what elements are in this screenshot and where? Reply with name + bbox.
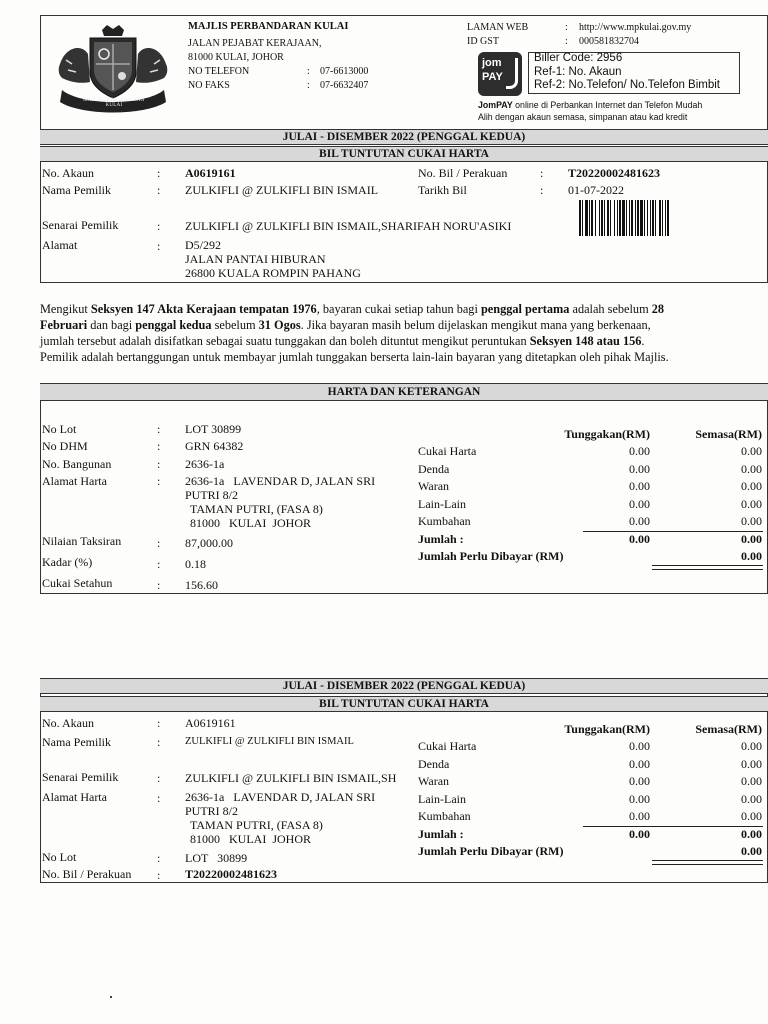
barcode-bar [659, 200, 661, 236]
bill-date-label: Tarikh Bil [418, 183, 467, 197]
notice-line1 [40, 301, 664, 317]
lot-label: No Lot [42, 422, 77, 436]
address-line2: JALAN PANTAI HIBURAN [185, 252, 326, 266]
fax-label: NO FAKS [188, 80, 230, 91]
slip-owners-list-colon: : [157, 771, 161, 785]
notice-text8: . [641, 334, 645, 348]
notice-text2: , bayaran cukai setiap tahun bagi [316, 302, 481, 316]
notice-bold-28: 28 [651, 302, 665, 316]
bill-no-label: No. Bil / Perakuan [418, 166, 508, 180]
charge-current: 0.00 [741, 496, 762, 511]
charge-current: 0.00 [741, 514, 762, 528]
slip-address-line1: 2636-1a LAVENDAR D, JALAN SRI [185, 790, 376, 804]
owners-list-value: ZULKIFLI @ ZULKIFLI BIN ISMAIL,SHARIFAH NORU'ASIKI [185, 219, 512, 233]
slip-address-line2: PUTRI 8/2 [185, 804, 239, 818]
total-current: 0.00 [741, 531, 762, 546]
slip-charge-current: 0.00 [741, 774, 762, 788]
slip-charge-arrears: 0.00 [629, 774, 650, 788]
address-line3: 26800 KUALA ROMPIN PAHANG [185, 266, 361, 280]
valuation-colon: : [157, 536, 161, 550]
barcode-bar [595, 200, 596, 236]
current-column-header: Semasa(RM) [695, 427, 762, 441]
slip-owners-list-value: ZULKIFLI @ ZULKIFLI BIN ISMAIL,SH [185, 771, 397, 785]
charge-arrears: 0.00 [629, 514, 650, 528]
jompay-note-line2: Alih dengan akaun semasa, simpanan atau kad kredit [478, 112, 688, 122]
notice-line3 [40, 333, 645, 349]
barcode-bar [644, 200, 645, 236]
dhm-value: GRN 64382 [185, 439, 244, 453]
notice-text7: jumlah tersebut adalah disifatkan sebagai suatu tunggakan dan boleh dituntut mengikut peruntukan [40, 334, 530, 348]
gst-colon: : [565, 36, 568, 47]
gst-value: 000581832704 [579, 36, 639, 47]
biller-ref2: Ref-2: No.Telefon/ No.Telefon Bimbit [534, 79, 721, 91]
council-name: MAJLIS PERBANDARAN KULAI [188, 21, 349, 32]
slip-bill-no-colon: : [157, 868, 161, 882]
barcode-bar [667, 200, 669, 236]
slip-account-value: A0619161 [185, 716, 236, 730]
property-address-colon: : [157, 474, 161, 488]
property-address-line3: TAMAN PUTRI, (FASA 8) [190, 502, 323, 516]
slip-payable-rule [652, 860, 763, 865]
slip-lot-colon: : [157, 851, 161, 865]
barcode-bar [665, 200, 666, 236]
slip-owner-value: ZULKIFLI @ ZULKIFLI BIN ISMAIL [185, 736, 354, 747]
slip-charge-arrears: 0.00 [629, 809, 650, 823]
charge-label: Waran [418, 479, 450, 493]
website-label: LAMAN WEB [467, 22, 529, 33]
charge-label: Lain-Lain [418, 496, 466, 511]
slip-address-line3: TAMAN PUTRI, (FASA 8) [190, 818, 323, 832]
slip-account-label: No. Akaun [42, 716, 94, 730]
address-line1: D5/292 [185, 238, 221, 252]
scan-speck [110, 996, 112, 998]
slip-charge-arrears: 0.00 [629, 791, 650, 806]
dhm-label: No DHM [42, 439, 88, 453]
notice-text5: sebelum [211, 318, 259, 332]
address-label: Alamat [42, 238, 78, 252]
slip-account-colon: : [157, 716, 161, 730]
notice-bold-section: Seksyen 148 atau 156 [529, 334, 642, 348]
slip-title-band: BIL TUNTUTAN CUKAI HARTA [40, 696, 768, 712]
notice-text4: dan bagi [87, 318, 136, 332]
bill-date-value: 01-07-2022 [568, 183, 624, 197]
bill-date-colon: : [540, 183, 544, 197]
jompay-note-line1 [478, 100, 702, 110]
property-title-band: HARTA DAN KETERANGAN [40, 383, 768, 401]
total-rule [583, 531, 763, 532]
account-label: No. Akaun [42, 166, 94, 180]
property-frame [40, 383, 768, 594]
notice-bold-31aug: 31 Ogos [258, 318, 301, 332]
address-colon: : [157, 239, 161, 253]
council-address-line1: JALAN PEJABAT KERAJAAN, [188, 38, 322, 49]
slip-total-arrears: 0.00 [629, 826, 650, 841]
annual-tax-colon: : [157, 578, 161, 592]
slip-charge-arrears: 0.00 [629, 756, 650, 771]
property-address-line4: 81000 KULAI JOHOR [190, 516, 311, 530]
arrears-column-header: Tunggakan(RM) [564, 427, 650, 441]
building-colon: : [157, 457, 161, 471]
website-value: http://www.mpkulai.gov.my [579, 22, 692, 33]
charge-label: Kumbahan [418, 514, 471, 528]
charge-arrears: 0.00 [629, 461, 650, 476]
account-value: A0619161 [185, 166, 236, 180]
gst-label: ID GST [467, 36, 499, 47]
barcode-bar [626, 200, 627, 236]
notice-bold-second-term: penggal kedua [135, 318, 212, 332]
slip-charge-label: Cukai Harta [418, 739, 477, 753]
building-label: No. Bangunan [42, 457, 112, 471]
biller-ref1: Ref-1: No. Akaun [534, 66, 622, 78]
barcode-bar [610, 200, 611, 236]
slip-charge-label: Kumbahan [418, 809, 471, 823]
jompay-note-brand: JomPAY [478, 100, 513, 110]
notice-bold-feb: Februari [40, 318, 88, 332]
barcode-bar [647, 200, 648, 236]
slip-bill-no-value: T20220002481623 [185, 867, 278, 881]
barcode-bar [619, 200, 621, 236]
phone-colon: : [307, 66, 310, 77]
annual-tax-label: Cukai Setahun [42, 576, 113, 590]
slip-charge-current: 0.00 [741, 791, 762, 806]
website-colon: : [565, 22, 568, 33]
slip-charge-label: Lain-Lain [418, 791, 466, 806]
payable-value: 0.00 [741, 548, 762, 563]
barcode-bar [589, 200, 590, 236]
slip-address-line4: 81000 KULAI JOHOR [190, 832, 311, 846]
slip-period-band: JULAI - DISEMBER 2022 (PENGGAL KEDUA) [40, 678, 768, 694]
charge-current: 0.00 [741, 479, 762, 493]
barcode-bar [579, 200, 581, 236]
rate-label: Kadar (%) [42, 555, 93, 569]
barcode-bar [607, 200, 609, 236]
slip-charge-arrears: 0.00 [629, 739, 650, 753]
jompay-logo [478, 52, 522, 96]
jompay-note-text1: online di Perbankan Internet dan Telefon Mudah [512, 100, 703, 110]
barcode-bar [617, 200, 618, 236]
slip-total-rule [583, 826, 763, 827]
payable-rule [652, 565, 763, 570]
crest-ribbon-text: MAJLIS PERBANDARAN KULAI [83, 98, 145, 108]
slip-current-column-header: Semasa(RM) [695, 722, 762, 736]
slip-total-label: Jumlah : [418, 826, 464, 841]
owner-value: ZULKIFLI @ ZULKIFLI BIN ISMAIL [185, 183, 379, 197]
charge-current: 0.00 [741, 461, 762, 476]
phone-label: NO TELEFON [188, 66, 250, 77]
phone-value: 07-6613000 [320, 66, 369, 77]
slip-bill-no-label: No. Bil / Perakuan [42, 867, 132, 881]
bill-period-band: JULAI - DISEMBER 2022 (PENGGAL KEDUA) [40, 129, 768, 145]
slip-total-current: 0.00 [741, 826, 762, 841]
barcode-bar [614, 200, 615, 236]
lot-colon: : [157, 422, 161, 436]
fax-value: 07-6632407 [320, 80, 369, 91]
slip-address-colon: : [157, 791, 161, 805]
barcode-bar [662, 200, 663, 236]
barcode-bar [601, 200, 603, 236]
barcode-bar [604, 200, 605, 236]
notice-text1: Mengikut [40, 302, 91, 316]
charge-arrears: 0.00 [629, 496, 650, 511]
council-address-line2: 81000 KULAI, JOHOR [188, 52, 284, 63]
notice-text6: . Jika bayaran masih belum dijelaskan mengikut mana yang berkenaan, [300, 318, 651, 332]
bill-no-colon: : [540, 166, 544, 180]
barcode-bar [652, 200, 654, 236]
slip-charge-current: 0.00 [741, 809, 762, 823]
rate-value: 0.18 [185, 557, 206, 571]
jompay-j-icon [506, 58, 518, 89]
property-address-label: Alamat Harta [42, 474, 107, 488]
jompay-logo-pay: PAY [482, 71, 503, 83]
barcode-bar [582, 200, 583, 236]
barcode-bar [637, 200, 639, 236]
owner-colon: : [157, 183, 161, 197]
payable-label: Jumlah Perlu Dibayar (RM) [418, 548, 564, 563]
slip-lot-value: LOT 30899 [185, 851, 248, 865]
slip-charge-current: 0.00 [741, 739, 762, 753]
barcode-bar [599, 200, 600, 236]
property-address-line1: 2636-1a LAVENDAR D, JALAN SRI [185, 474, 376, 488]
slip-owner-label: Nama Pemilik [42, 735, 111, 749]
charge-current: 0.00 [741, 444, 762, 458]
slip-arrears-column-header: Tunggakan(RM) [564, 722, 650, 736]
barcode-bar [650, 200, 651, 236]
biller-code: Biller Code: 2956 [534, 52, 623, 64]
barcode-bar [622, 200, 625, 236]
barcode-bar [635, 200, 636, 236]
barcode-bar [631, 200, 633, 236]
slip-payable-value: 0.00 [741, 843, 762, 858]
charge-arrears: 0.00 [629, 479, 650, 493]
notice-line2 [40, 317, 651, 333]
slip-payable-label: Jumlah Perlu Dibayar (RM) [418, 843, 564, 858]
barcode-bar [640, 200, 643, 236]
account-colon: : [157, 166, 161, 180]
rate-colon: : [157, 557, 161, 571]
owners-list-colon: : [157, 219, 161, 233]
property-address-line2: PUTRI 8/2 [185, 488, 239, 502]
owners-list-label: Senarai Pemilik [42, 218, 119, 232]
slip-charge-label: Denda [418, 756, 450, 771]
notice-bold-act: Seksyen 147 Akta Kerajaan tempatan 1976 [90, 302, 317, 316]
charge-label: Cukai Harta [418, 444, 477, 458]
bill-no-value: T20220002481623 [568, 166, 661, 180]
valuation-value: 87,000.00 [185, 536, 233, 550]
slip-owner-colon: : [157, 735, 161, 749]
charge-arrears: 0.00 [629, 444, 650, 458]
barcode-bar [591, 200, 593, 236]
total-arrears: 0.00 [629, 531, 650, 546]
slip-owners-list-label: Senarai Pemilik [42, 770, 119, 784]
slip-charge-current: 0.00 [741, 756, 762, 771]
slip-address-label: Alamat Harta [42, 790, 107, 804]
barcode-bar [629, 200, 630, 236]
bill-title-band: BIL TUNTUTAN CUKAI HARTA [40, 146, 768, 162]
lot-value: LOT 30899 [185, 422, 242, 436]
total-label: Jumlah : [418, 531, 464, 546]
valuation-label: Nilaian Taksiran [42, 534, 122, 548]
notice-line4: Pemilik adalah bertanggungan untuk membayar jumlah tunggakan berserta lain-lain bayaran yang ditetapkan oleh pihak Majlis. [40, 350, 669, 364]
notice-text3: adalah sebelum [569, 302, 652, 316]
fax-colon: : [307, 80, 310, 91]
charge-label: Denda [418, 461, 450, 476]
barcode-bar [655, 200, 656, 236]
jompay-logo-jom: jom [482, 57, 502, 69]
slip-bottom-rule [40, 882, 768, 883]
slip-lot-label: No Lot [42, 850, 77, 864]
dhm-colon: : [157, 439, 161, 453]
annual-tax-value: 156.60 [185, 578, 218, 592]
barcode-bar [585, 200, 588, 236]
notice-bold-first-term: penggal pertama [480, 302, 570, 316]
owner-label: Nama Pemilik [42, 183, 111, 197]
building-value: 2636-1a [185, 457, 225, 471]
bill-barcode [579, 200, 743, 236]
slip-charge-label: Waran [418, 774, 450, 788]
